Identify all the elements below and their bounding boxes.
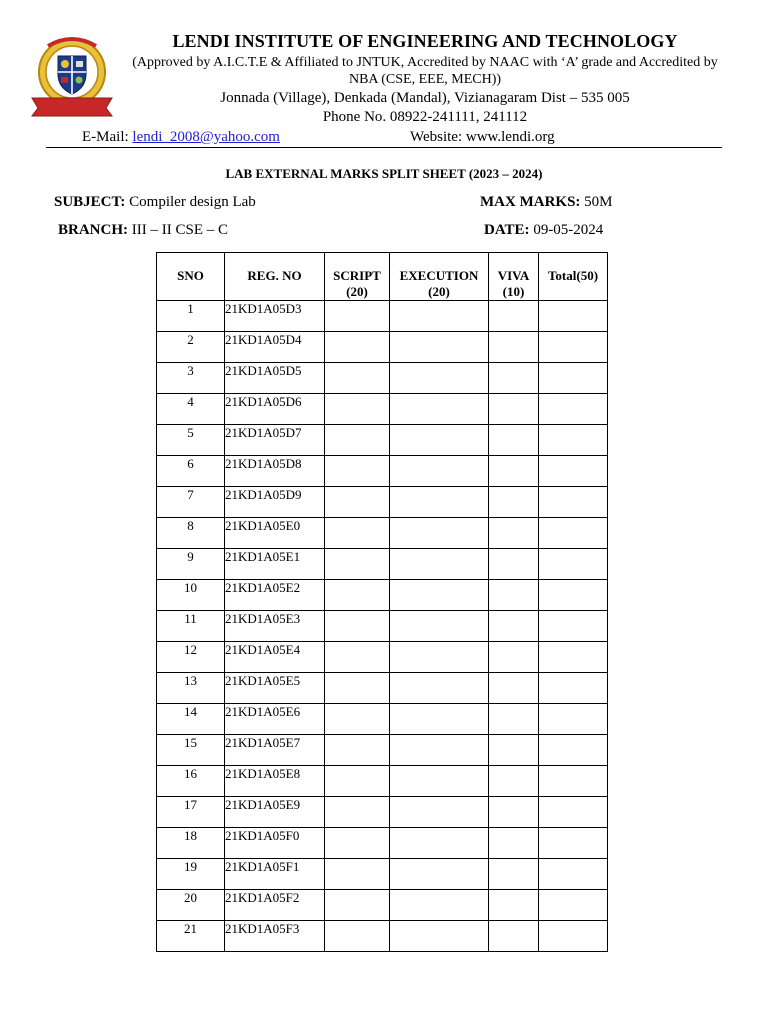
total-mark-cell[interactable] [539, 921, 608, 952]
table-row [157, 921, 608, 952]
execution-mark-cell[interactable] [390, 642, 489, 673]
script-mark-cell[interactable] [325, 828, 390, 859]
sno-cell: 15 [157, 735, 225, 766]
institute-logo [26, 34, 118, 118]
branch-field [58, 222, 228, 239]
reg-no-cell: 21KD1A05F1 [225, 859, 325, 890]
viva-mark-cell[interactable] [489, 797, 539, 828]
script-mark-cell[interactable] [325, 363, 390, 394]
script-mark-cell[interactable] [325, 487, 390, 518]
institute-address: Jonnada (Village), Denkada (Mandal), Vizianagaram Dist – 535 005 [220, 90, 630, 106]
institute-phone: Phone No. 08922-241111, 241112 [322, 109, 528, 125]
sheet-title: LAB EXTERNAL MARKS SPLIT SHEET (2023 – 2024) [225, 166, 543, 181]
sno-cell: 1 [157, 301, 225, 332]
total-mark-cell[interactable] [539, 363, 608, 394]
execution-mark-cell[interactable] [390, 301, 489, 332]
script-mark-cell[interactable] [325, 456, 390, 487]
reg-no-cell: 21KD1A05D6 [225, 394, 325, 425]
table-row [157, 642, 608, 673]
total-mark-cell[interactable] [539, 766, 608, 797]
viva-mark-cell[interactable] [489, 921, 539, 952]
script-mark-cell[interactable] [325, 766, 390, 797]
header-divider [46, 147, 722, 148]
script-mark-cell[interactable] [325, 673, 390, 704]
viva-mark-cell[interactable] [489, 859, 539, 890]
viva-mark-cell[interactable] [489, 735, 539, 766]
table-row [157, 580, 608, 611]
sno-cell: 10 [157, 580, 225, 611]
reg-no-cell: 21KD1A05E5 [225, 673, 325, 704]
date-field [484, 222, 603, 239]
sno-cell: 3 [157, 363, 225, 394]
script-mark-cell[interactable] [325, 890, 390, 921]
script-mark-cell[interactable] [325, 735, 390, 766]
viva-mark-cell[interactable] [489, 549, 539, 580]
reg-no-cell: 21KD1A05F0 [225, 828, 325, 859]
total-mark-cell[interactable] [539, 828, 608, 859]
execution-mark-cell[interactable] [390, 394, 489, 425]
header-viva: VIVA (10) [489, 253, 539, 301]
viva-mark-cell[interactable] [489, 363, 539, 394]
viva-mark-cell[interactable] [489, 332, 539, 363]
total-mark-cell[interactable] [539, 394, 608, 425]
email-line [82, 129, 280, 146]
header-total: Total(50) [539, 253, 608, 301]
viva-mark-cell[interactable] [489, 456, 539, 487]
header-script: SCRIPT (20) [325, 253, 390, 301]
execution-mark-cell[interactable] [390, 735, 489, 766]
script-mark-cell[interactable] [325, 425, 390, 456]
viva-mark-cell[interactable] [489, 704, 539, 735]
sno-cell: 14 [157, 704, 225, 735]
table-row [157, 611, 608, 642]
branch-value: III – II CSE – C [128, 222, 228, 238]
script-mark-cell[interactable] [325, 549, 390, 580]
viva-mark-cell[interactable] [489, 611, 539, 642]
execution-mark-cell[interactable] [390, 828, 489, 859]
reg-no-cell: 21KD1A05D5 [225, 363, 325, 394]
total-mark-cell[interactable] [539, 425, 608, 456]
total-mark-cell[interactable] [539, 518, 608, 549]
reg-no-cell: 21KD1A05F3 [225, 921, 325, 952]
execution-mark-cell[interactable] [390, 549, 489, 580]
marks-table-body [157, 301, 608, 952]
approval-text: (Approved by A.I.C.T.E & Affiliated to JNTUK, Accredited by NAAC with ‘A’ grade and Accredited by NBA (CSE, EEE, MECH)) [132, 55, 718, 87]
sno-cell: 16 [157, 766, 225, 797]
reg-no-cell: 21KD1A05E6 [225, 704, 325, 735]
execution-mark-cell[interactable] [390, 487, 489, 518]
viva-mark-cell[interactable] [489, 642, 539, 673]
table-row [157, 704, 608, 735]
total-mark-cell[interactable] [539, 580, 608, 611]
email-label: E-Mail: [82, 129, 133, 145]
total-mark-cell[interactable] [539, 642, 608, 673]
subject-field [54, 194, 256, 211]
sno-cell: 19 [157, 859, 225, 890]
viva-mark-cell[interactable] [489, 766, 539, 797]
table-header-row [157, 253, 608, 301]
viva-mark-cell[interactable] [489, 580, 539, 611]
execution-mark-cell[interactable] [390, 363, 489, 394]
header-execution: EXECUTION (20) [390, 253, 489, 301]
reg-no-cell: 21KD1A05E0 [225, 518, 325, 549]
reg-no-cell: 21KD1A05E2 [225, 580, 325, 611]
reg-no-cell: 21KD1A05D7 [225, 425, 325, 456]
sno-cell: 20 [157, 890, 225, 921]
table-row [157, 549, 608, 580]
date-value: 09-05-2024 [529, 222, 604, 238]
total-mark-cell[interactable] [539, 704, 608, 735]
reg-no-cell: 21KD1A05E1 [225, 549, 325, 580]
sno-cell: 21 [157, 921, 225, 952]
table-row [157, 890, 608, 921]
script-mark-cell[interactable] [325, 642, 390, 673]
reg-no-cell: 21KD1A05E9 [225, 797, 325, 828]
viva-mark-cell[interactable] [489, 890, 539, 921]
logo-emblem-icon [26, 34, 118, 118]
reg-no-cell: 21KD1A05D9 [225, 487, 325, 518]
execution-mark-cell[interactable] [390, 797, 489, 828]
total-mark-cell[interactable] [539, 890, 608, 921]
viva-mark-cell[interactable] [489, 394, 539, 425]
sno-cell: 12 [157, 642, 225, 673]
institute-name: LENDI INSTITUTE OF ENGINEERING AND TECHNOLOGY [172, 31, 678, 51]
script-mark-cell[interactable] [325, 921, 390, 952]
total-mark-cell[interactable] [539, 859, 608, 890]
marks-table [156, 252, 608, 952]
header-sno: SNO [157, 253, 225, 301]
viva-mark-cell[interactable] [489, 301, 539, 332]
reg-no-cell: 21KD1A05E4 [225, 642, 325, 673]
script-mark-cell[interactable] [325, 332, 390, 363]
viva-mark-cell[interactable] [489, 518, 539, 549]
script-mark-cell[interactable] [325, 394, 390, 425]
sno-cell: 17 [157, 797, 225, 828]
total-mark-cell[interactable] [539, 673, 608, 704]
execution-mark-cell[interactable] [390, 518, 489, 549]
execution-mark-cell[interactable] [390, 704, 489, 735]
viva-mark-cell[interactable] [489, 828, 539, 859]
execution-mark-cell[interactable] [390, 425, 489, 456]
reg-no-cell: 21KD1A05F2 [225, 890, 325, 921]
table-row [157, 301, 608, 332]
table-row [157, 425, 608, 456]
sno-cell: 5 [157, 425, 225, 456]
table-row [157, 735, 608, 766]
total-mark-cell[interactable] [539, 735, 608, 766]
viva-mark-cell[interactable] [489, 425, 539, 456]
total-mark-cell[interactable] [539, 611, 608, 642]
viva-mark-cell[interactable] [489, 487, 539, 518]
table-row [157, 828, 608, 859]
sno-cell: 2 [157, 332, 225, 363]
execution-mark-cell[interactable] [390, 611, 489, 642]
table-row [157, 518, 608, 549]
branch-label: BRANCH: [58, 222, 128, 238]
website-text: Website: www.lendi.org [410, 129, 555, 145]
sno-cell: 11 [157, 611, 225, 642]
total-mark-cell[interactable] [539, 549, 608, 580]
reg-no-cell: 21KD1A05D8 [225, 456, 325, 487]
script-mark-cell[interactable] [325, 518, 390, 549]
sno-cell: 6 [157, 456, 225, 487]
subject-value: Compiler design Lab [125, 194, 256, 210]
reg-no-cell: 21KD1A05E8 [225, 766, 325, 797]
execution-mark-cell[interactable] [390, 890, 489, 921]
viva-mark-cell[interactable] [489, 673, 539, 704]
table-row [157, 673, 608, 704]
table-row [157, 363, 608, 394]
table-row [157, 394, 608, 425]
header-reg-no: REG. NO [225, 253, 325, 301]
max-marks-field [480, 194, 613, 211]
sno-cell: 7 [157, 487, 225, 518]
sno-cell: 4 [157, 394, 225, 425]
sno-cell: 18 [157, 828, 225, 859]
execution-mark-cell[interactable] [390, 580, 489, 611]
total-mark-cell[interactable] [539, 456, 608, 487]
execution-mark-cell[interactable] [390, 456, 489, 487]
table-row [157, 797, 608, 828]
script-mark-cell[interactable] [325, 580, 390, 611]
date-label: DATE: [484, 222, 530, 238]
table-row [157, 859, 608, 890]
reg-no-cell: 21KD1A05E7 [225, 735, 325, 766]
script-mark-cell[interactable] [325, 611, 390, 642]
max-marks-label: MAX MARKS: [480, 194, 581, 210]
table-row [157, 332, 608, 363]
execution-mark-cell[interactable] [390, 859, 489, 890]
table-row [157, 766, 608, 797]
script-mark-cell[interactable] [325, 704, 390, 735]
sno-cell: 9 [157, 549, 225, 580]
script-mark-cell[interactable] [325, 301, 390, 332]
subject-label: SUBJECT: [54, 194, 126, 210]
reg-no-cell: 21KD1A05D4 [225, 332, 325, 363]
table-row [157, 487, 608, 518]
execution-mark-cell[interactable] [390, 332, 489, 363]
sno-cell: 8 [157, 518, 225, 549]
sno-cell: 13 [157, 673, 225, 704]
execution-mark-cell[interactable] [390, 921, 489, 952]
email-link[interactable]: lendi_2008@yahoo.com [132, 129, 280, 145]
execution-mark-cell[interactable] [390, 766, 489, 797]
script-mark-cell[interactable] [325, 797, 390, 828]
table-row [157, 456, 608, 487]
reg-no-cell: 21KD1A05D3 [225, 301, 325, 332]
total-mark-cell[interactable] [539, 487, 608, 518]
total-mark-cell[interactable] [539, 797, 608, 828]
execution-mark-cell[interactable] [390, 673, 489, 704]
total-mark-cell[interactable] [539, 301, 608, 332]
total-mark-cell[interactable] [539, 332, 608, 363]
reg-no-cell: 21KD1A05E3 [225, 611, 325, 642]
max-marks-value: 50M [580, 194, 613, 210]
script-mark-cell[interactable] [325, 859, 390, 890]
